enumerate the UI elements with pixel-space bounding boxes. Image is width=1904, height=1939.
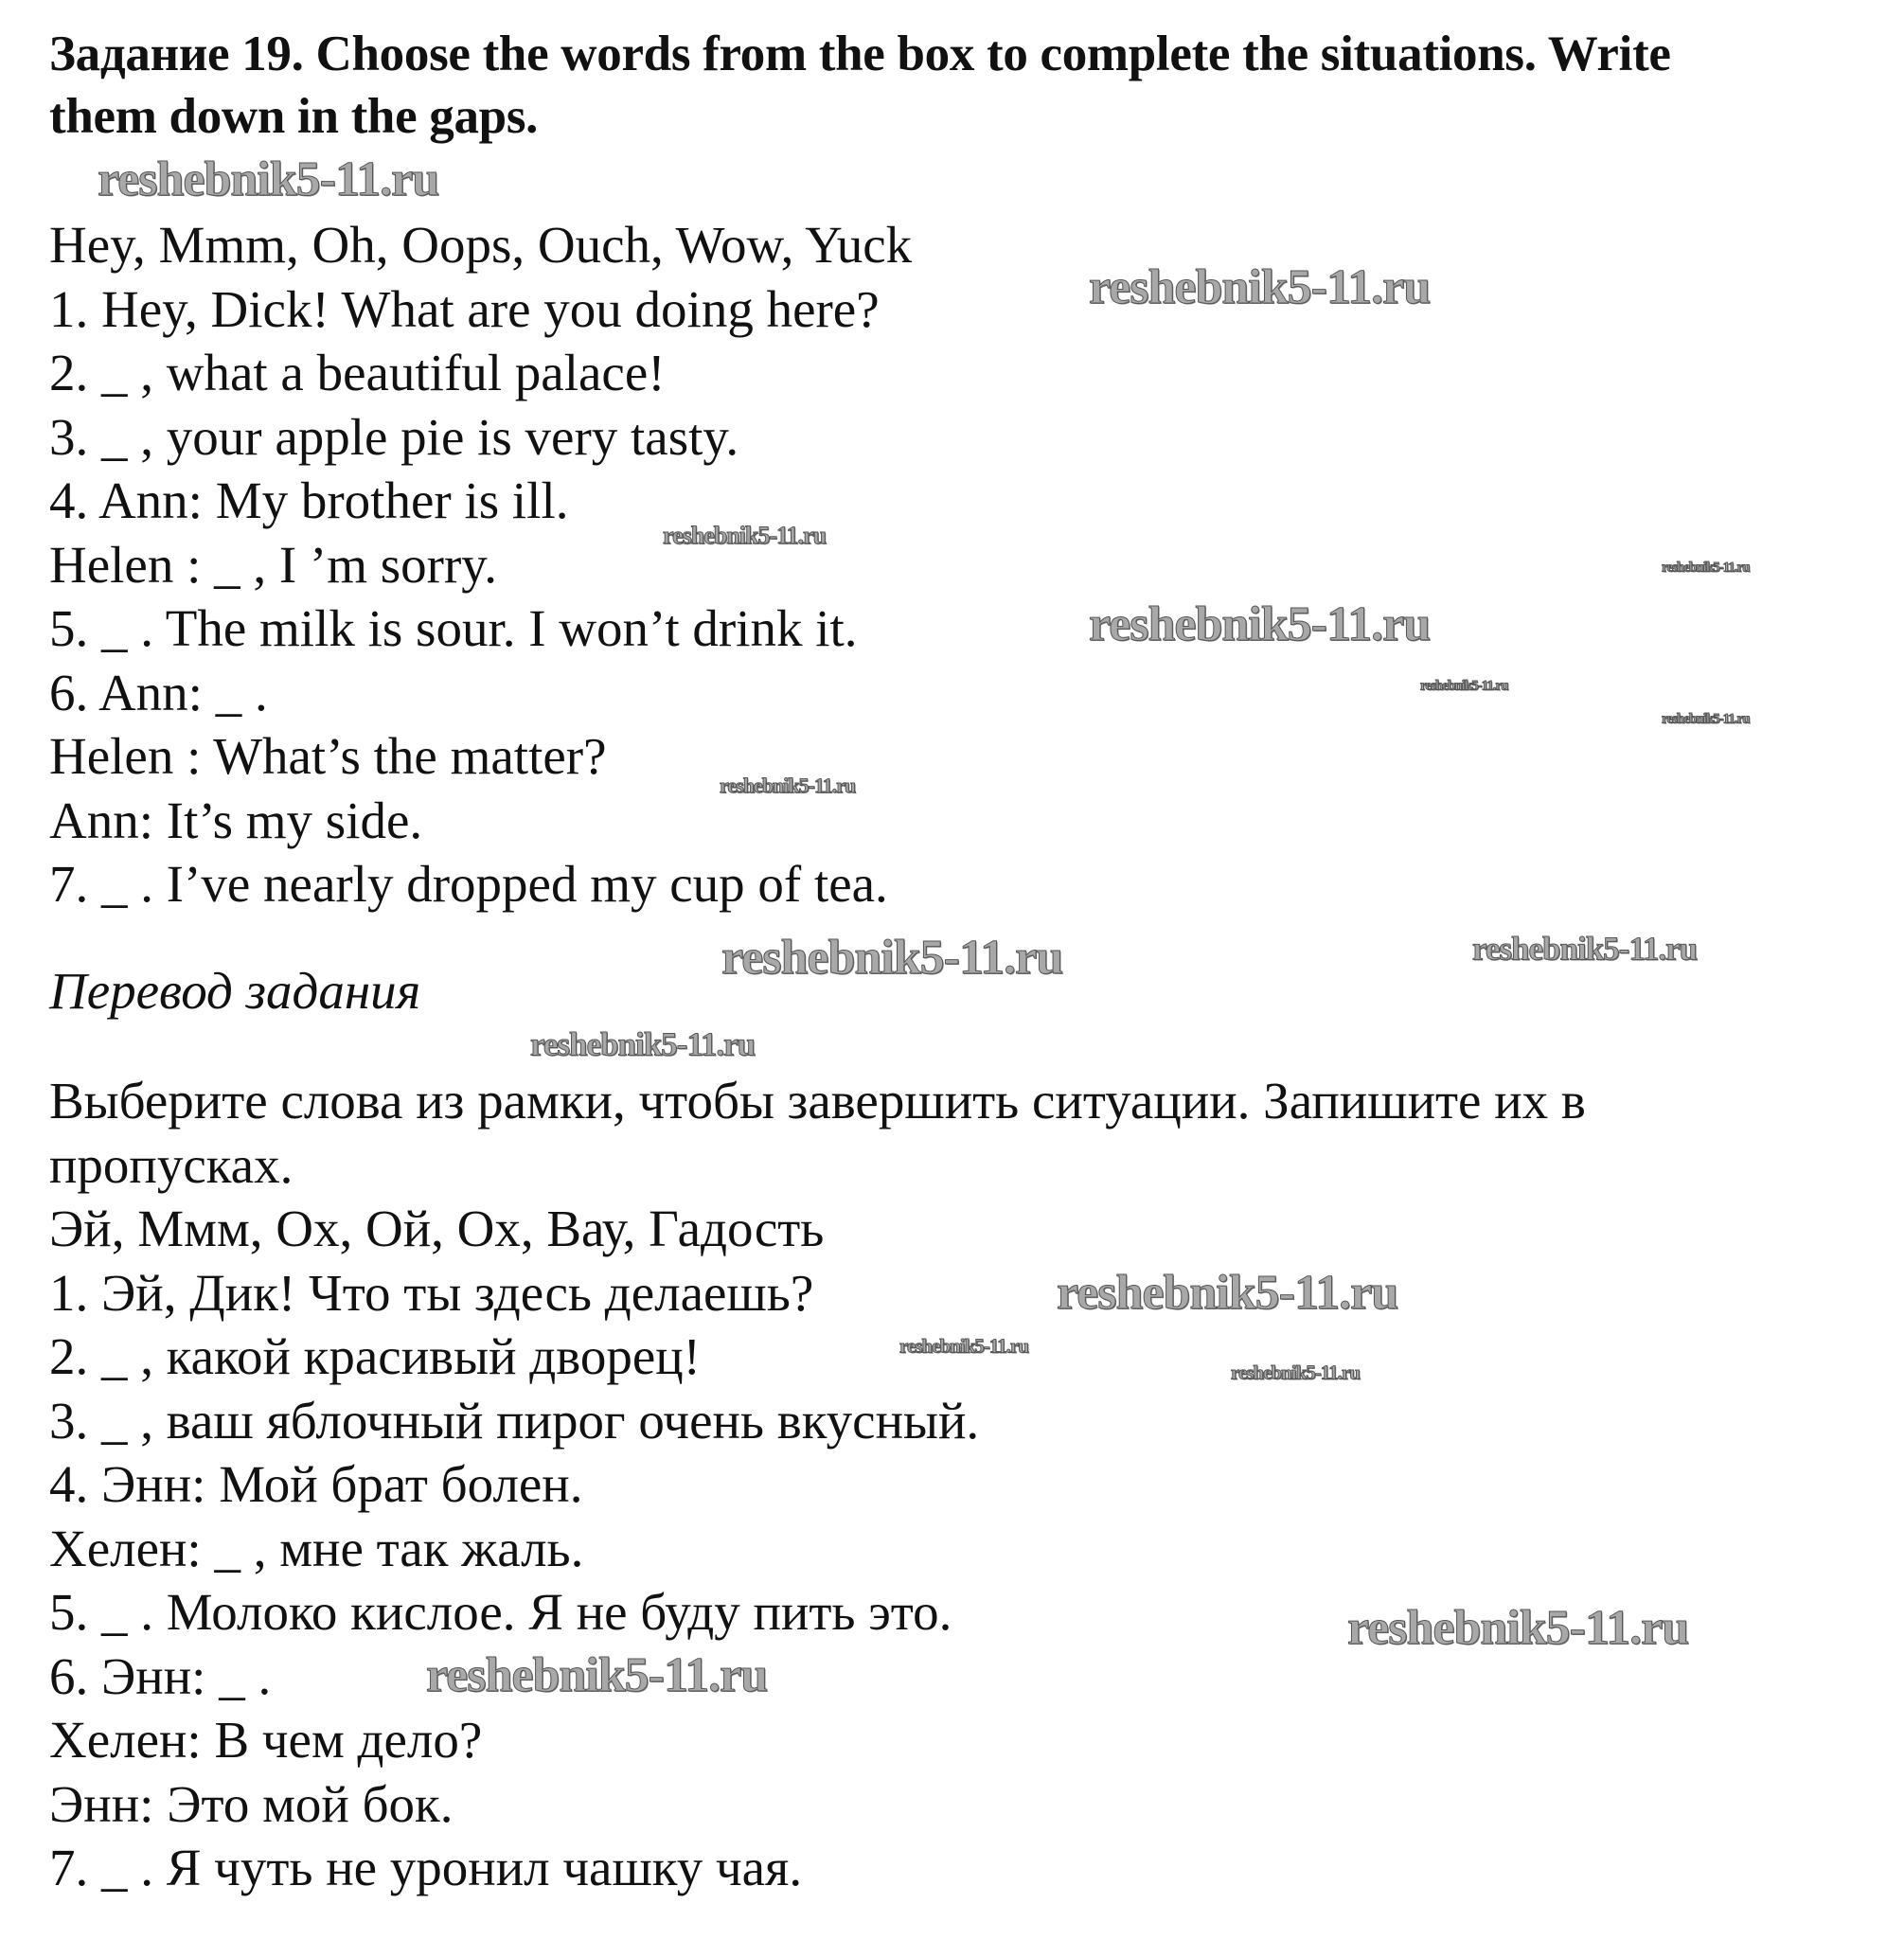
translation-line: 6. Энн: _ . (49, 1646, 272, 1705)
watermark: reshebnik5-11.ru (720, 774, 856, 797)
watermark: reshebnik5-11.ru (98, 152, 439, 206)
watermark: reshebnik5-11.ru (899, 1334, 1028, 1358)
watermark: reshebnik5-11.ru (1662, 711, 1750, 727)
watermark: reshebnik5-11.ru (426, 1648, 768, 1702)
exercise-line: 3. _ , your apple pie is very tasty. (49, 407, 739, 466)
watermark: reshebnik5-11.ru (1662, 560, 1750, 576)
exercise-line: Helen : What’s the matter? (49, 727, 607, 785)
watermark: reshebnik5-11.ru (1347, 1601, 1689, 1655)
translation-line: 7. _ . Я чуть не уронил чашку чая. (49, 1839, 803, 1896)
task-title (49, 23, 1671, 148)
translation-line: 2. _ , какой красивый дворец! (49, 1327, 701, 1385)
english-exercise (49, 213, 912, 916)
word-box: Hey, Mmm, Oh, Oops, Ouch, Wow, Yuck (49, 216, 913, 274)
translation-word-box: Эй, Ммм, Ох, Ой, Ох, Вау, Гадость (49, 1200, 825, 1257)
translation-line: пропусках. (49, 1135, 294, 1194)
translation-line: Выберите слова из рамки, чтобы завершить ситуации. Запишите их в (49, 1072, 1586, 1130)
watermark: reshebnik5-11.ru (1089, 260, 1431, 314)
exercise-line: 5. _ . The milk is sour. I won’t drink it. (49, 599, 858, 657)
translation-line: 5. _ . Молоко кислое. Я не буду пить это. (49, 1583, 952, 1641)
watermark: reshebnik5-11.ru (1089, 597, 1431, 651)
exercise-line: 7. _ . I’ve nearly dropped my cup of tea. (49, 855, 888, 913)
task-title-line-2: them down in the gaps. (49, 89, 539, 144)
translation-line: Энн: Это мой бок. (49, 1774, 454, 1833)
translation-line: 1. Эй, Дик! Что ты здесь делаешь? (49, 1263, 814, 1322)
task-title-line-1: Задание 19. Choose the words from the box to complete the situations. Write (49, 27, 1671, 81)
exercise-line: 4. Ann: My brother is ill. (49, 471, 569, 529)
watermark: reshebnik5-11.ru (1231, 1361, 1360, 1384)
translation-line: 3. _ , ваш яблочный пирог очень вкусный. (49, 1391, 980, 1450)
translation-heading: Перевод задания (49, 962, 421, 1020)
exercise-line: 2. _ , what a beautiful palace! (49, 344, 666, 401)
exercise-line: 1. Hey, Dick! What are you doing here? (49, 279, 880, 338)
watermark: reshebnik5-11.ru (721, 931, 1063, 985)
translation-line: 4. Энн: Мой брат болен. (49, 1455, 583, 1513)
watermark: reshebnik5-11.ru (1420, 678, 1508, 694)
watermark: reshebnik5-11.ru (1057, 1266, 1398, 1320)
watermark: reshebnik5-11.ru (663, 522, 827, 549)
translation-line: Хелен: В чем дело? (49, 1711, 483, 1769)
watermark: reshebnik5-11.ru (530, 1025, 756, 1063)
translation-line: Хелен: _ , мне так жаль. (49, 1519, 584, 1577)
exercise-line: Helen : _ , I ’m sorry. (49, 535, 497, 594)
watermark: reshebnik5-11.ru (1472, 930, 1698, 968)
exercise-line: Ann: It’s my side. (49, 791, 423, 849)
russian-translation (49, 1069, 1586, 1900)
exercise-line: 6. Ann: _ . (49, 663, 268, 721)
